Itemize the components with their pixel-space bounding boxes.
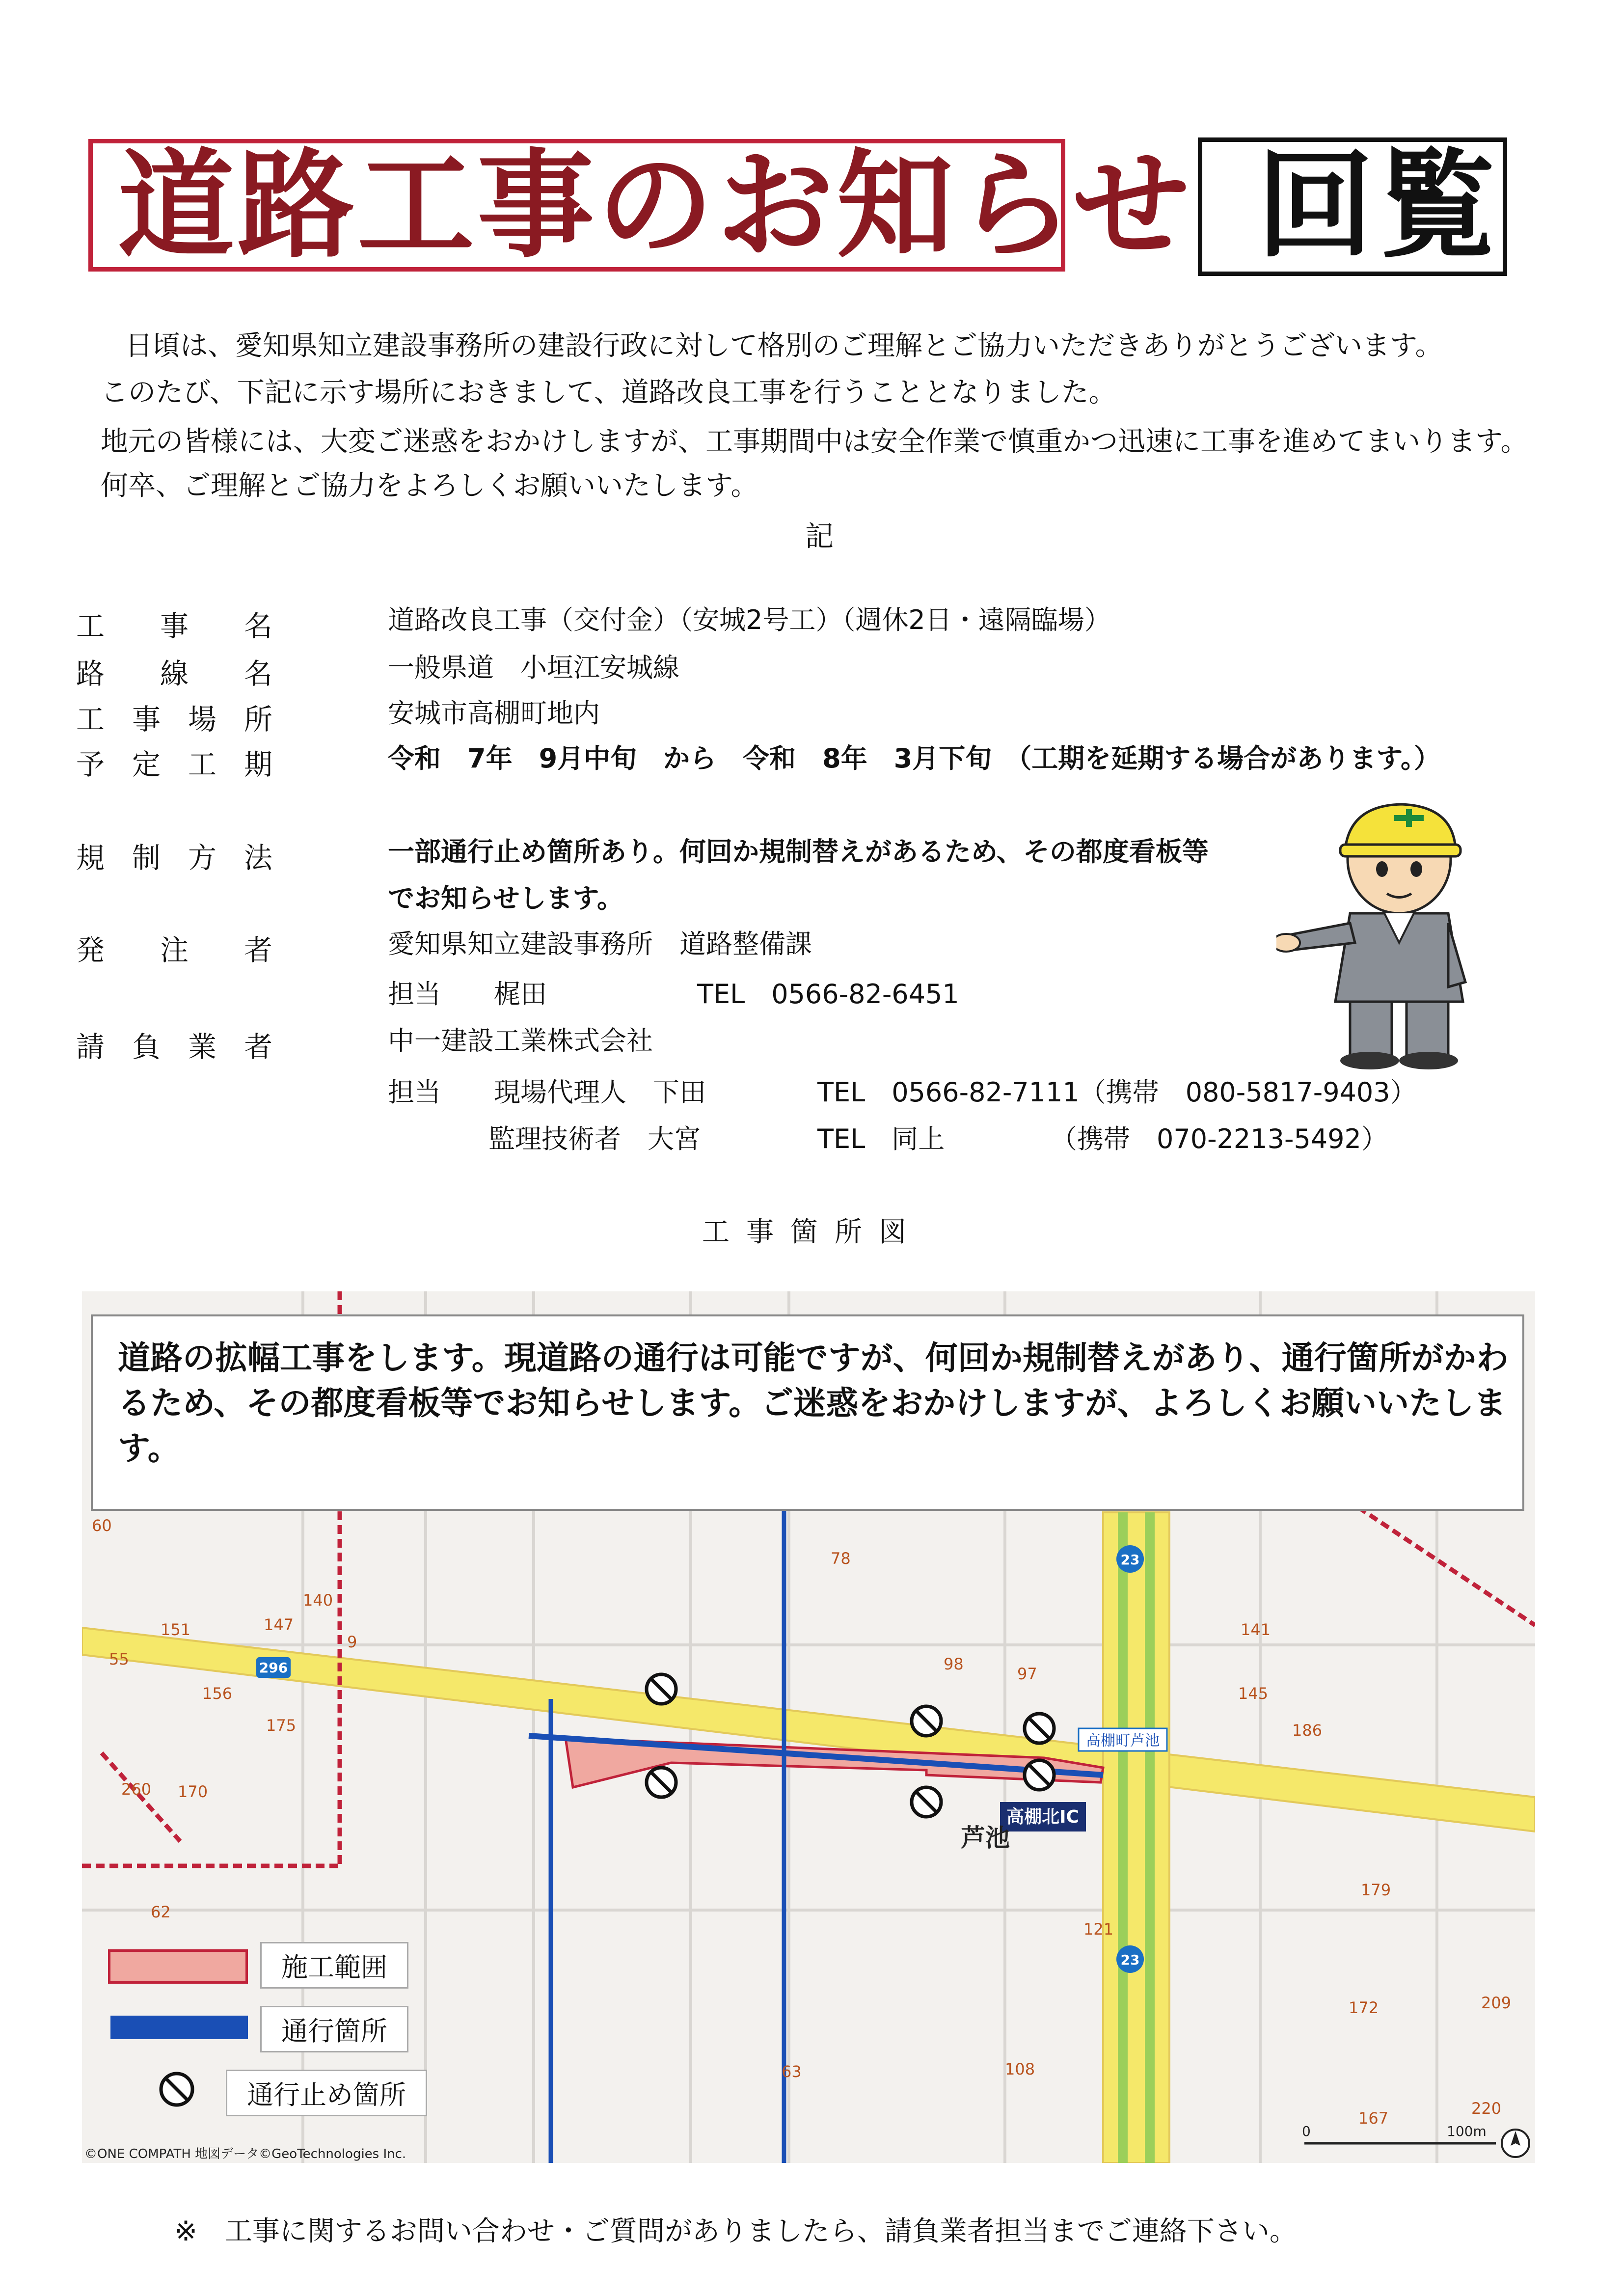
label-char: 制 bbox=[132, 841, 161, 875]
label-char: 定 bbox=[132, 748, 161, 781]
contractor-value: 中一建設工業株式会社 bbox=[388, 1025, 653, 1056]
label-char: 法 bbox=[243, 841, 272, 875]
label-char: 事 bbox=[160, 609, 189, 643]
route-badge-23: 23 bbox=[1120, 1552, 1140, 1568]
label-char: 負 bbox=[132, 1030, 161, 1064]
contact-2-role: 監理技術者 大宮 bbox=[488, 1123, 701, 1154]
legend-passage-swatch bbox=[110, 2016, 248, 2039]
lot-number: 151 bbox=[161, 1620, 191, 1639]
legend-construction-swatch bbox=[108, 1949, 248, 1984]
orderer-tel: TEL 0566-82-6451 bbox=[697, 979, 959, 1010]
legend-passage-label: 通行箇所 bbox=[260, 2006, 408, 2052]
label-char: 線 bbox=[160, 657, 189, 690]
no-entry-icon bbox=[157, 2070, 196, 2109]
contractor-label bbox=[76, 1024, 272, 1065]
location-value: 安城市高棚町地内 bbox=[388, 698, 600, 729]
route-badge-23-south: 23 bbox=[1120, 1952, 1140, 1968]
route-value: 一般県道 小垣江安城線 bbox=[388, 652, 679, 683]
map-credit: ©ONE COMPATH 地図データ©GeoTechnologies Inc. bbox=[84, 2147, 406, 2161]
method-line-2: でお知らせします。 bbox=[388, 883, 624, 914]
orderer-value: 愛知県知立建設事務所 道路整備課 bbox=[388, 929, 812, 959]
map-notice-text: 道路の拡幅工事をします。現道路の通行は可能ですが、何回か規制替えがあり、通行箇所がかわるため、その都度看板等でお知らせします。ご迷惑をおかけしますが、よろしくお願いいたします。 bbox=[118, 1339, 1509, 1467]
route-badge-296: 296 bbox=[259, 1660, 288, 1676]
lot-number: 209 bbox=[1481, 1994, 1512, 2012]
label-char: 所 bbox=[243, 703, 272, 736]
lot-number: 78 bbox=[831, 1549, 851, 1568]
label-char: 場 bbox=[188, 703, 216, 736]
map-title: 工事箇所図 bbox=[702, 1216, 923, 1248]
label-char: 名 bbox=[243, 657, 272, 690]
label-char: 業 bbox=[188, 1030, 216, 1064]
lot-number: 108 bbox=[1005, 2060, 1035, 2078]
label-char: 発 bbox=[76, 933, 105, 967]
legend-construction-label: 施工範囲 bbox=[260, 1942, 408, 1989]
label-char: 事 bbox=[132, 703, 161, 736]
label-char: 方 bbox=[188, 841, 216, 875]
page-title: 道路工事のお知らせ bbox=[118, 138, 1192, 274]
label-char: 名 bbox=[243, 609, 272, 643]
lot-number: 97 bbox=[1017, 1665, 1037, 1683]
contact-1-tel: TEL 0566-82-7111（携帯 080-5817-9403） bbox=[817, 1077, 1417, 1108]
label-char: 者 bbox=[243, 1030, 272, 1064]
lot-number: 60 bbox=[92, 1516, 112, 1535]
contact-2-tel: TEL 同上 bbox=[817, 1123, 945, 1154]
label-char: 工 bbox=[76, 703, 105, 736]
lot-number: 167 bbox=[1358, 2109, 1389, 2128]
lot-number: 62 bbox=[151, 1903, 171, 1921]
orderer-label bbox=[76, 927, 272, 968]
location-label bbox=[76, 696, 272, 738]
contact-1-role: 担当 現場代理人 下田 bbox=[388, 1077, 706, 1108]
lot-number: 147 bbox=[264, 1615, 294, 1634]
label-char: 工 bbox=[188, 748, 216, 781]
route-label bbox=[76, 651, 272, 692]
method-label bbox=[76, 835, 272, 876]
label-char: 請 bbox=[76, 1030, 105, 1064]
label-char: 者 bbox=[243, 933, 272, 967]
label-char: 注 bbox=[160, 933, 189, 967]
lot-number: 55 bbox=[109, 1650, 129, 1668]
worker-mascot-illustration bbox=[1276, 795, 1492, 1070]
contact-2-mobile: （携帯 070-2213-5492） bbox=[1051, 1123, 1388, 1154]
label-char: 路 bbox=[76, 657, 105, 690]
work-name-value: 道路改良工事（交付金）（安城2号工）（週休2日・遠隔臨場） bbox=[388, 604, 1111, 635]
place-label: 芦池 bbox=[961, 1824, 1010, 1852]
footer-note: ※ 工事に関するお問い合わせ・ご質問がありましたら、請負業者担当までご連絡下さい。 bbox=[174, 2215, 1297, 2247]
label-char: 工 bbox=[76, 609, 105, 643]
intro-line-3: 地元の皆様には、大変ご迷惑をおかけしますが、工事期間中は安全作業で慎重かつ迅速に工事を進めてまいります。 bbox=[101, 426, 1528, 458]
lot-number: 121 bbox=[1083, 1920, 1114, 1939]
intro-line-1: 日頃は、愛知県知立建設事務所の建設行政に対して格別のご理解とご協力いただきありがとうございます。 bbox=[125, 330, 1443, 362]
ic-label: 高棚北IC bbox=[1006, 1807, 1079, 1827]
lot-number: 175 bbox=[266, 1716, 297, 1735]
label-char: 規 bbox=[76, 841, 105, 875]
lot-number: 170 bbox=[178, 1782, 208, 1801]
legend-closure-label: 通行止め箇所 bbox=[226, 2070, 427, 2116]
lot-number: 98 bbox=[944, 1655, 964, 1673]
intro-line-4: 何卒、ご理解とご協力をよろしくお願いいたします。 bbox=[101, 470, 758, 502]
label-char: 予 bbox=[76, 748, 105, 781]
method-line-1: 一部通行止め箇所あり。何回か規制替えがあるため、その都度看板等 bbox=[388, 836, 1209, 867]
scale-zero: 0 bbox=[1302, 2123, 1311, 2139]
lot-number: 156 bbox=[202, 1684, 233, 1703]
circulation-label: 回覧 bbox=[1257, 138, 1500, 274]
orderer-contact: 担当 梶田 bbox=[388, 979, 547, 1010]
scale-100m: 100m bbox=[1447, 2123, 1487, 2139]
station-label: 高棚町芦池 bbox=[1086, 1732, 1160, 1749]
lot-number: 63 bbox=[782, 2062, 802, 2081]
work-name-label bbox=[76, 603, 272, 644]
ki-heading: 記 bbox=[805, 519, 834, 553]
lot-number: 140 bbox=[303, 1591, 333, 1610]
lot-number: 172 bbox=[1349, 1998, 1379, 2017]
lot-number: 145 bbox=[1238, 1684, 1269, 1703]
lot-number: 179 bbox=[1361, 1881, 1391, 1899]
label-char: 期 bbox=[243, 748, 272, 781]
lot-number: 260 bbox=[121, 1780, 152, 1799]
lot-number: 141 bbox=[1241, 1620, 1271, 1639]
lot-number: 220 bbox=[1471, 2099, 1502, 2118]
lot-number: 186 bbox=[1292, 1721, 1323, 1740]
period-value: 令和 7年 9月中旬 から 令和 8年 3月下旬 （工期を延期する場合があります。） bbox=[388, 743, 1440, 774]
intro-line-2: このたび、下記に示す場所におきまして、道路改良工事を行うこととなりました。 bbox=[101, 377, 1116, 409]
lot-number: 9 bbox=[347, 1633, 357, 1651]
period-label bbox=[76, 741, 272, 783]
